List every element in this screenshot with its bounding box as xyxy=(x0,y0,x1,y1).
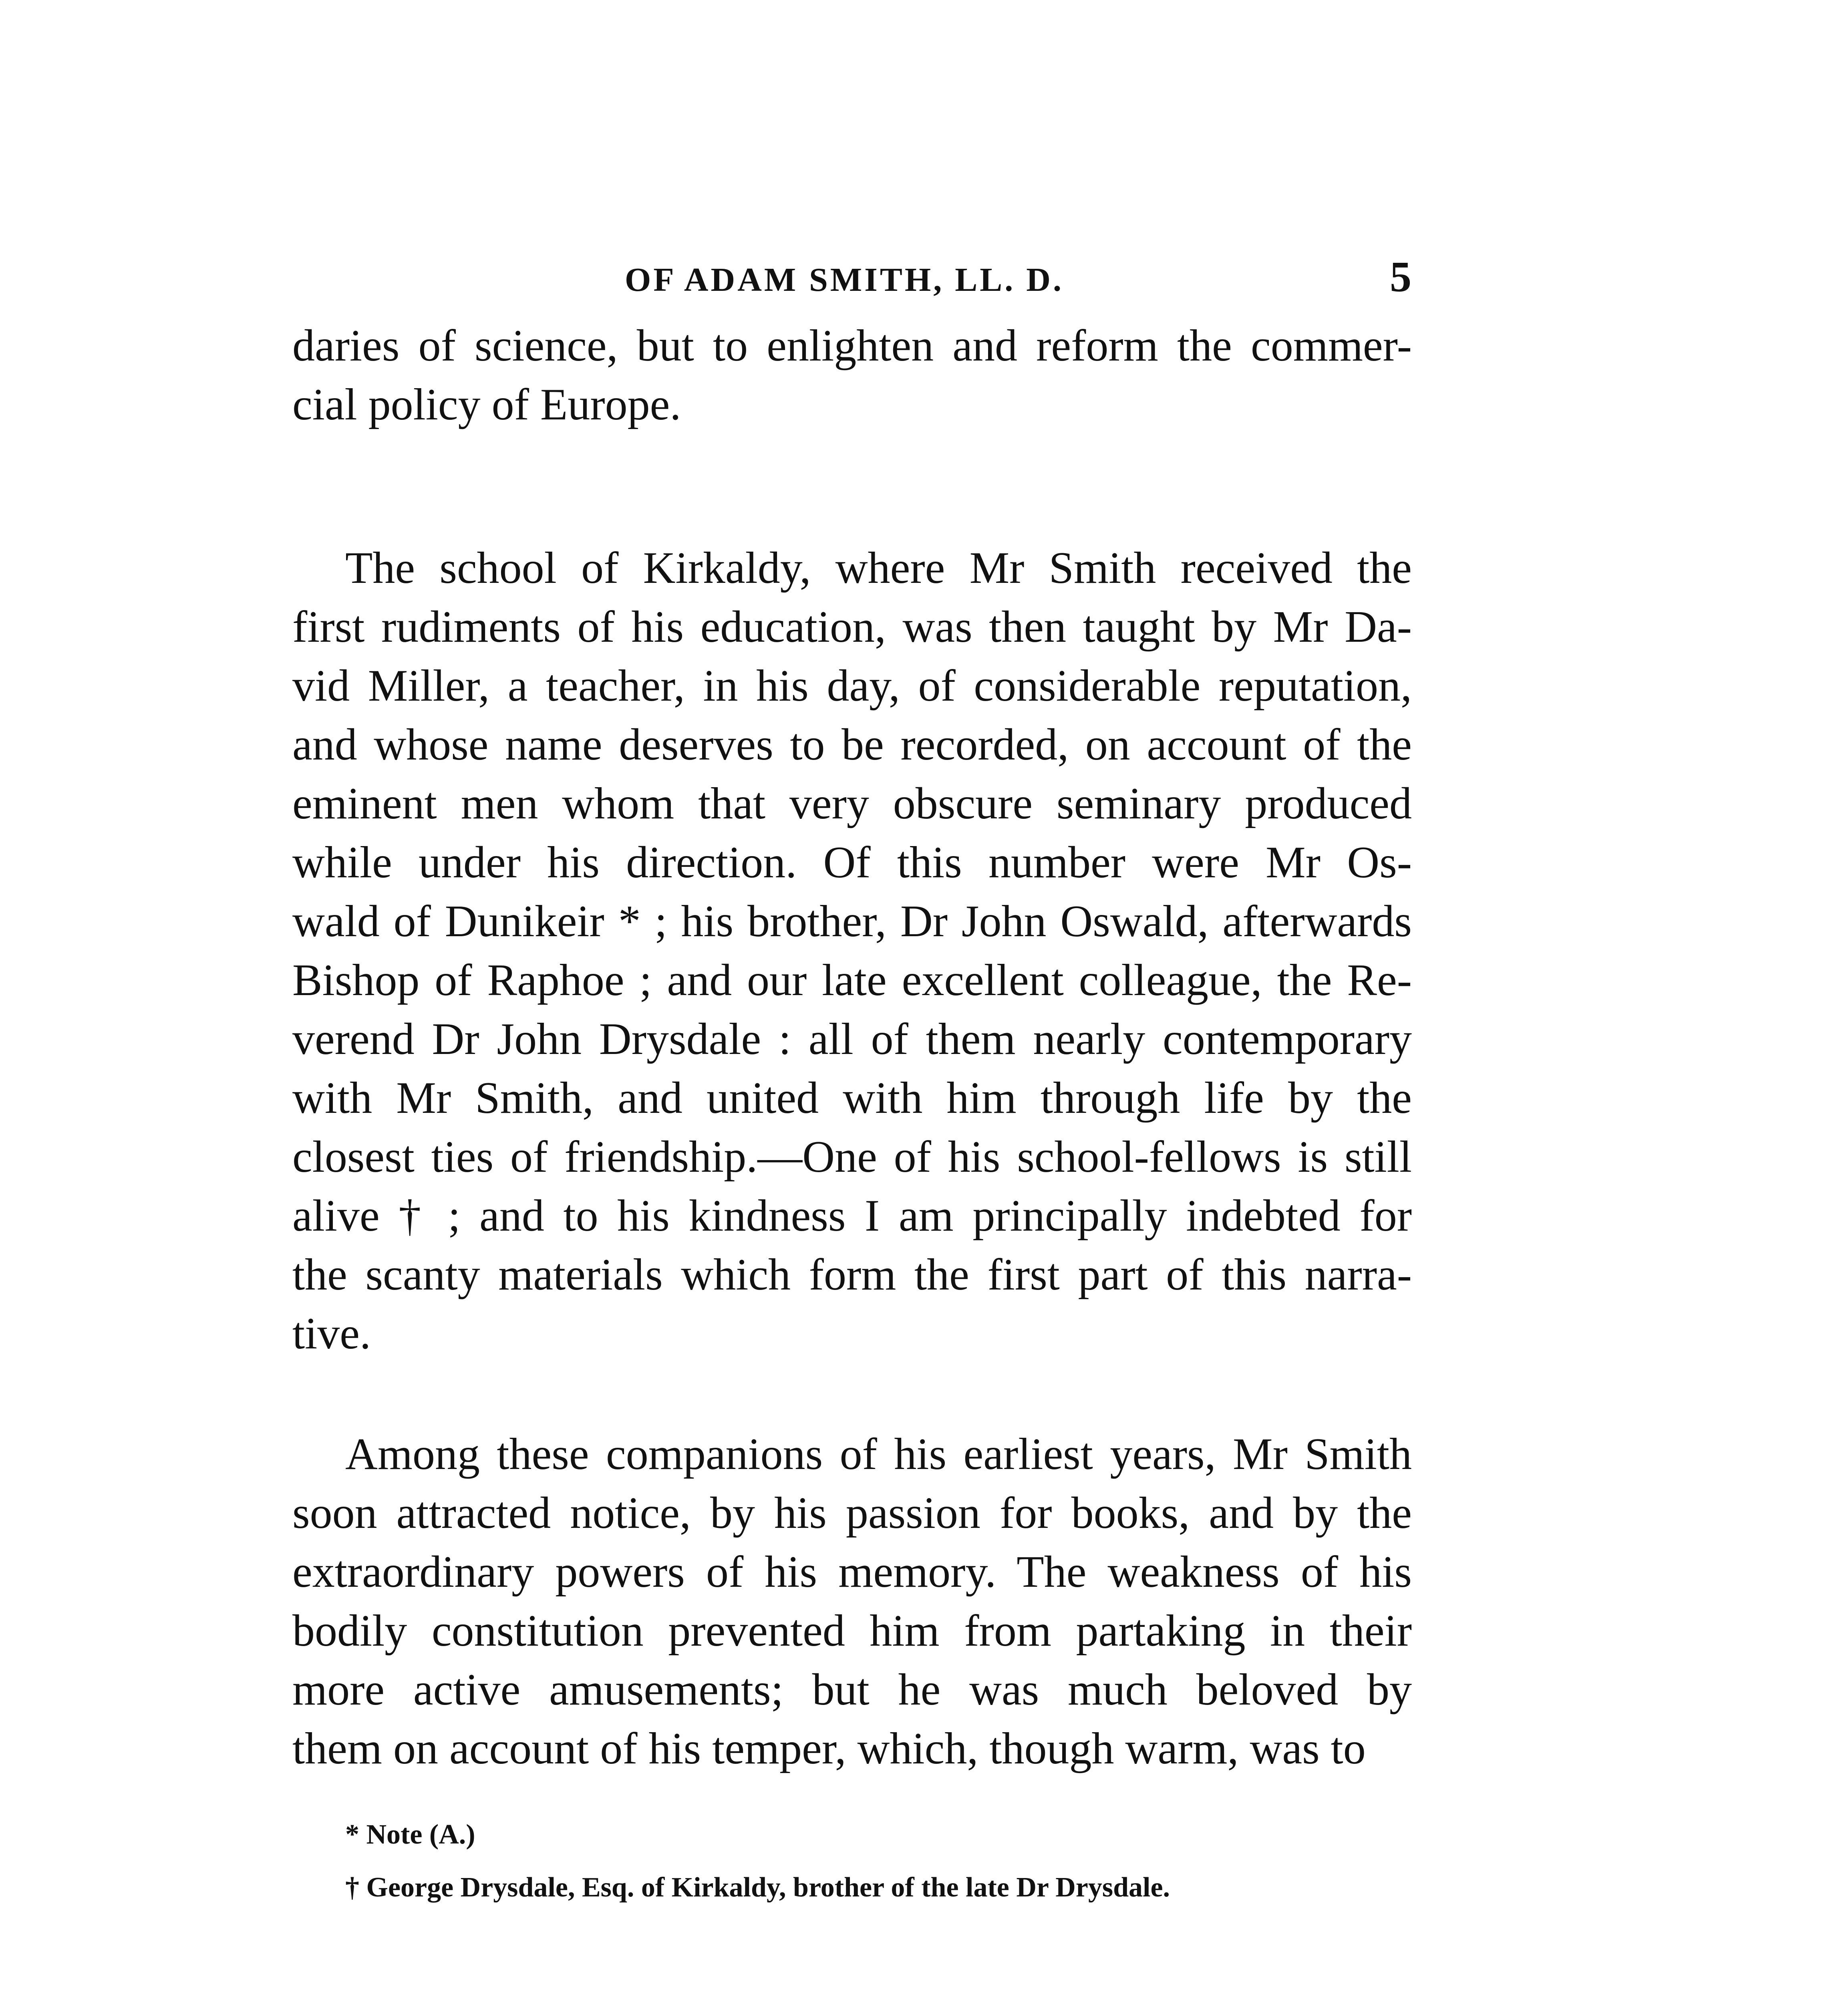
text-line: while under his direction. Of this number were Mr Os- xyxy=(292,838,1412,887)
text-line: bodily constitution prevented him from partaking in their xyxy=(292,1606,1412,1656)
footnote: * Note (A.) xyxy=(345,1819,475,1850)
text-line: Bishop of Raphoe ; and our late excellent colleague, the Re- xyxy=(292,955,1412,1005)
text-line: Among these companions of his earliest years, Mr Smith xyxy=(345,1429,1412,1479)
text-line: The school of Kirkaldy, where Mr Smith received the xyxy=(345,543,1412,593)
text-line: daries of science, but to enlighten and reform the commer- xyxy=(292,321,1412,371)
text-line: cial policy of Europe. xyxy=(292,380,681,429)
text-line: extraordinary powers of his memory. The weakness of his xyxy=(292,1547,1412,1597)
running-head: OF ADAM SMITH, LL. D. xyxy=(625,261,1064,298)
text-line: alive † ; and to his kindness I am principally indebted for xyxy=(292,1191,1412,1241)
text-line: first rudiments of his education, was then taught by Mr Da- xyxy=(292,602,1412,652)
text-line: closest ties of friendship.—One of his school-fellows is still xyxy=(292,1132,1412,1182)
text-line: vid Miller, a teacher, in his day, of considerable reputation, xyxy=(292,661,1412,711)
text-line: and whose name deserves to be recorded, on account of the xyxy=(292,720,1412,770)
text-line: them on account of his temper, which, though warm, was to xyxy=(292,1724,1366,1773)
text-line: the scanty materials which form the first part of this narra- xyxy=(292,1250,1412,1300)
text-line: eminent men whom that very obscure seminary produced xyxy=(292,779,1412,828)
footnote: † George Drysdale, Esq. of Kirkaldy, brother of the late Dr Drysdale. xyxy=(345,1872,1170,1903)
text-line: with Mr Smith, and united with him through life by the xyxy=(292,1073,1412,1123)
page-number: 5 xyxy=(1390,253,1411,301)
text-line: more active amusements; but he was much beloved by xyxy=(292,1665,1412,1715)
text-line: wald of Dunikeir * ; his brother, Dr John Oswald, afterwards xyxy=(292,897,1412,946)
text-line: soon attracted notice, by his passion for books, and by the xyxy=(292,1488,1412,1538)
text-line: verend Dr John Drysdale : all of them nearly contemporary xyxy=(292,1014,1412,1064)
text-line: tive. xyxy=(292,1309,371,1358)
